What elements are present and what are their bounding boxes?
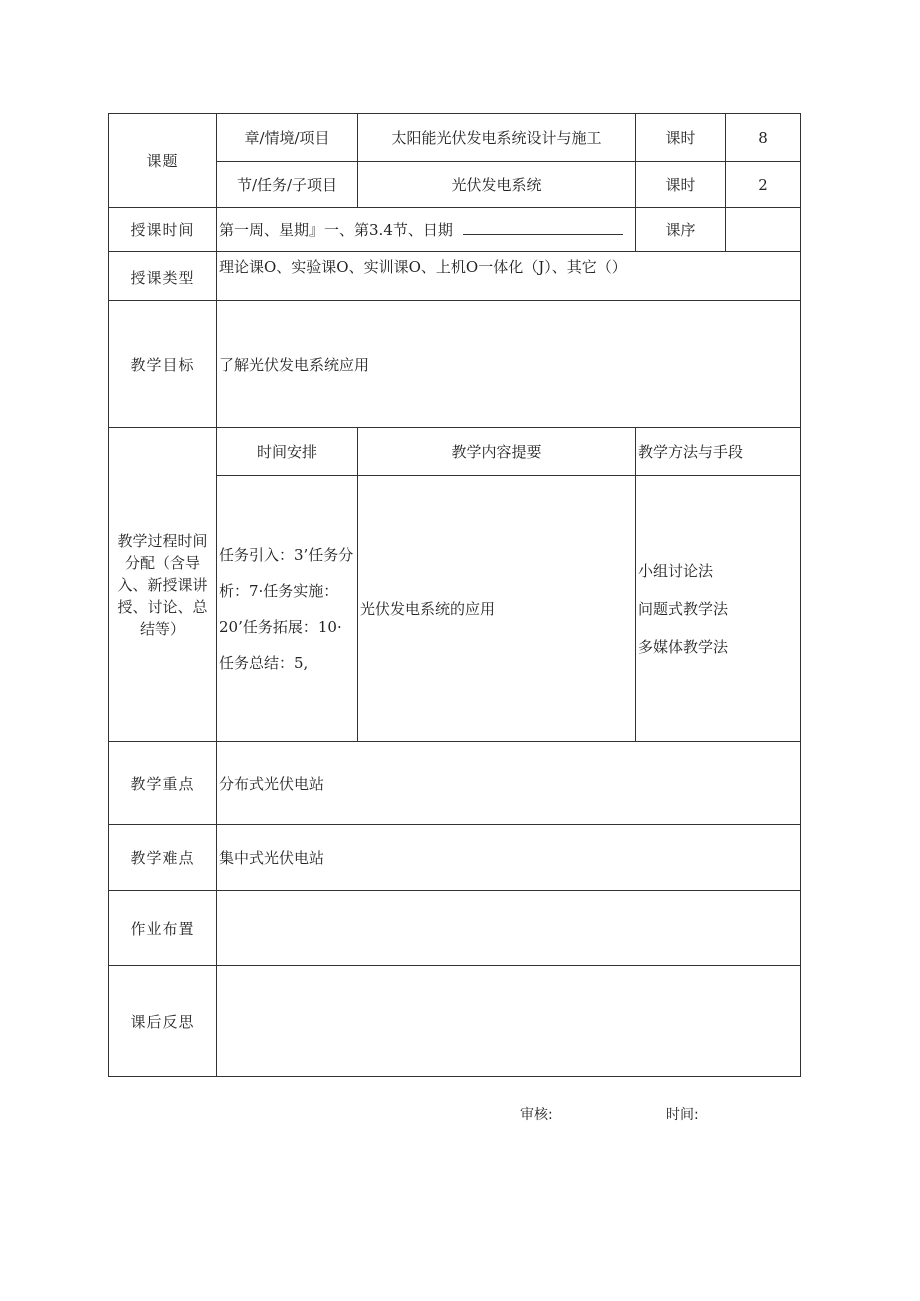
method-item: 问题式教学法 xyxy=(638,599,729,618)
chapter-value: 太阳能光伏发电系统设计与施工 xyxy=(358,114,636,162)
section-label: 节/任务/子项目 xyxy=(217,162,358,208)
time-value: 第一周、星期』一、第3.4节、日期 xyxy=(219,221,453,239)
review-label: 审核: xyxy=(520,1107,553,1123)
method-item: 小组讨论法 xyxy=(638,561,714,580)
homework-value xyxy=(217,891,801,966)
reflection-label: 课后反思 xyxy=(109,966,217,1077)
time-cell xyxy=(217,208,636,252)
process-col3-header: 教学方法与手段 xyxy=(636,428,801,476)
process-col2-header: 教学内容提要 xyxy=(358,428,636,476)
difficulty-label: 教学难点 xyxy=(109,825,217,891)
methods-cell xyxy=(636,476,801,742)
lesson-plan-table xyxy=(108,113,801,1077)
key-value: 分布式光伏电站 xyxy=(217,742,801,825)
hours-label-2: 课时 xyxy=(636,162,726,208)
process-time: 任务引入：3’任务分析：7·任务实施：20’任务拓展：10·任务总结：5, xyxy=(217,476,358,742)
hours-value-1: 8 xyxy=(726,114,801,162)
goal-label: 教学目标 xyxy=(109,301,217,428)
method-item: 多媒体教学法 xyxy=(638,637,729,656)
key-label: 教学重点 xyxy=(109,742,217,825)
order-value xyxy=(726,208,801,252)
section-value: 光伏发电系统 xyxy=(358,162,636,208)
footer-time-label: 时间: xyxy=(666,1107,699,1123)
process-content: 光伏发电系统的应用 xyxy=(358,476,636,742)
process-col1-header: 时间安排 xyxy=(217,428,358,476)
chapter-label: 章/情境/项目 xyxy=(217,114,358,162)
hours-value-2: 2 xyxy=(726,162,801,208)
process-label: 教学过程时间分配（含导入、新授课讲授、讨论、总结等） xyxy=(109,428,217,742)
type-value: 理论课O、实验课O、实训课O、上机O一体化（J）、其它（） xyxy=(217,252,801,301)
goal-value: 了解光伏发电系统应用 xyxy=(217,301,801,428)
time-label: 授课时间 xyxy=(109,208,217,252)
hours-label-1: 课时 xyxy=(636,114,726,162)
homework-label: 作业布置 xyxy=(109,891,217,966)
date-blank-line xyxy=(463,220,623,235)
type-label: 授课类型 xyxy=(109,252,217,301)
reflection-value xyxy=(217,966,801,1077)
topic-label: 课题 xyxy=(109,114,217,208)
difficulty-value: 集中式光伏电站 xyxy=(217,825,801,891)
order-label: 课序 xyxy=(636,208,726,252)
